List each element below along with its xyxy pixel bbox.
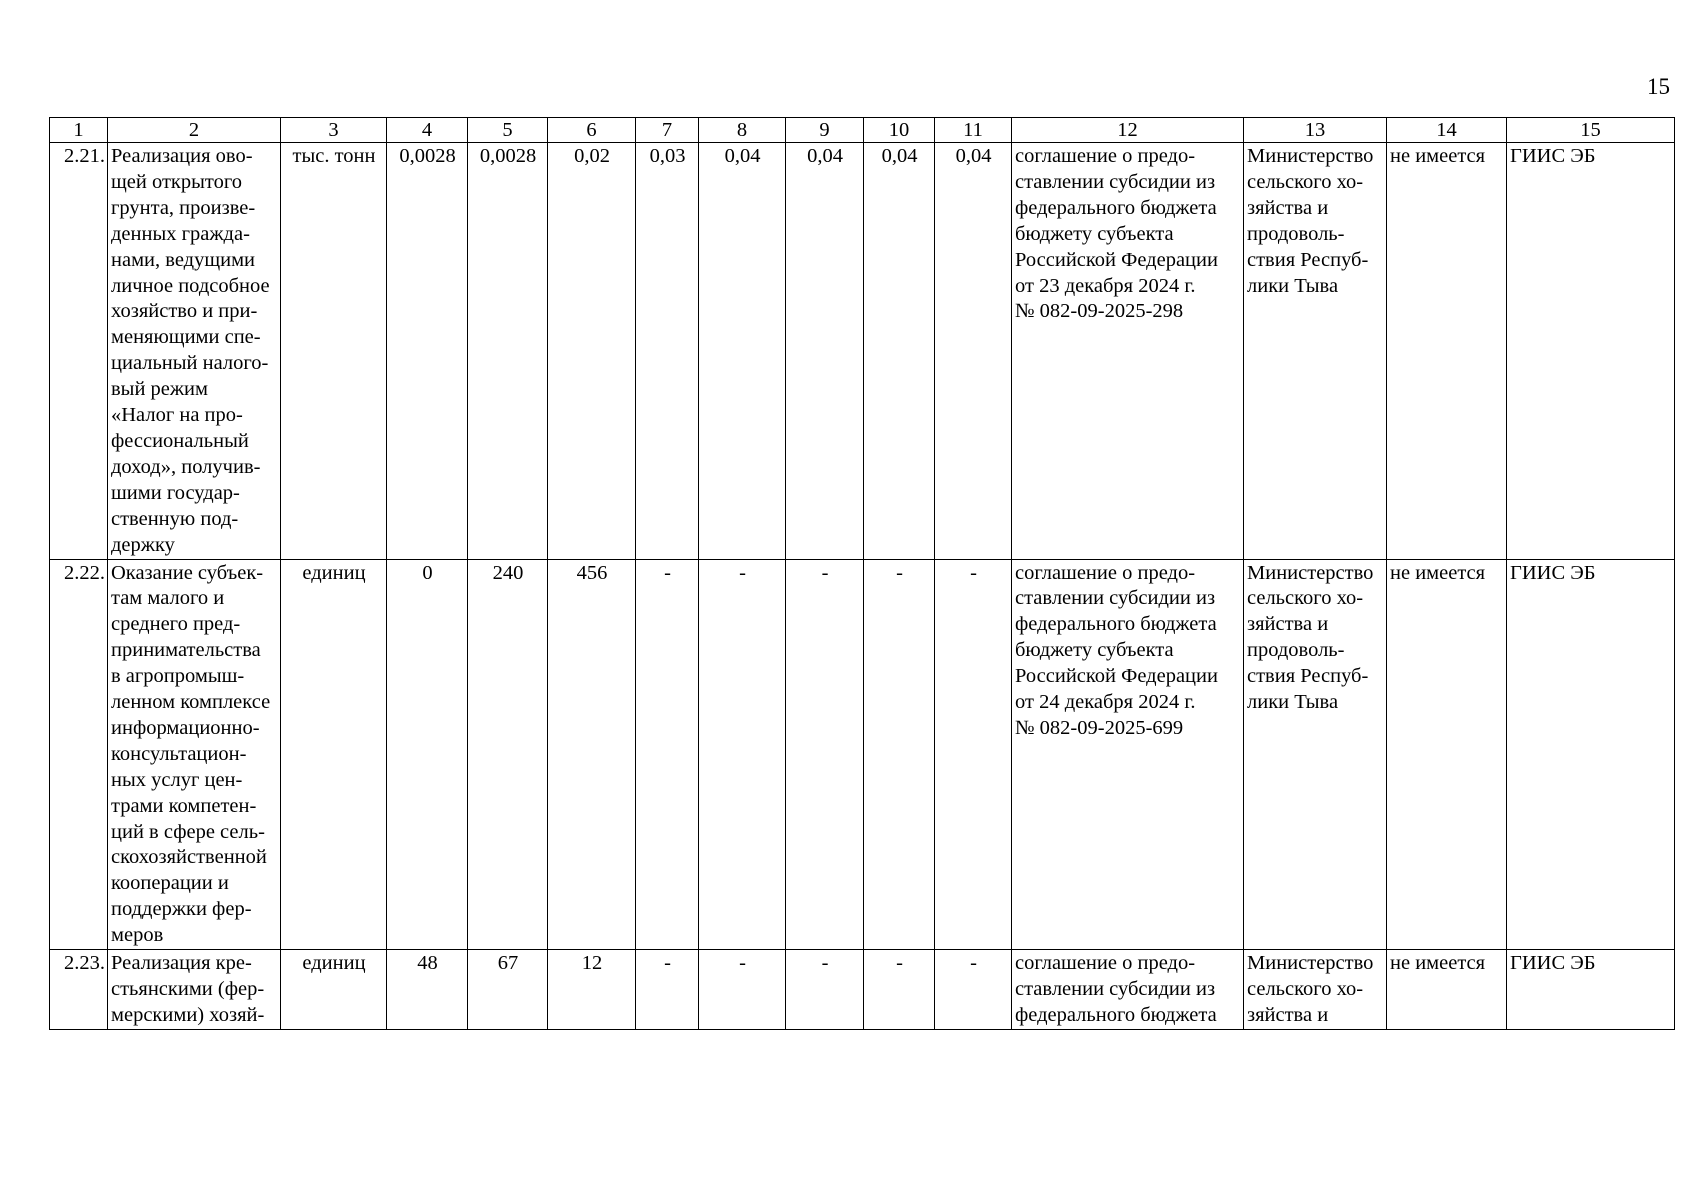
value-cell: 456: [548, 559, 636, 950]
unit-cell: тыс. тонн: [281, 143, 387, 560]
value-cell: -: [935, 559, 1012, 950]
table-header-row: [50, 118, 1675, 143]
column-header: 9: [786, 118, 864, 143]
column-header: 13: [1244, 118, 1387, 143]
value-cell: 0: [387, 559, 468, 950]
column-header: 2: [108, 118, 281, 143]
value-cell: -: [699, 950, 786, 1030]
column-header: 12: [1012, 118, 1244, 143]
value-cell: -: [786, 559, 864, 950]
value-cell: 67: [468, 950, 548, 1030]
responsible-body-cell: Министерство сельского хо- зяйства и продоволь- ствия Респуб- лики Тыва: [1244, 559, 1387, 950]
col14-cell: не имеется: [1387, 950, 1507, 1030]
column-header: 5: [468, 118, 548, 143]
column-header: 11: [935, 118, 1012, 143]
value-cell: -: [935, 950, 1012, 1030]
value-cell: 0,04: [864, 143, 935, 560]
column-header: 1: [50, 118, 108, 143]
column-header: 6: [548, 118, 636, 143]
table-row: [50, 143, 1675, 560]
value-cell: 0,02: [548, 143, 636, 560]
col15-cell: ГИИС ЭБ: [1507, 950, 1675, 1030]
unit-cell: единиц: [281, 559, 387, 950]
value-cell: 0,04: [935, 143, 1012, 560]
value-cell: -: [786, 950, 864, 1030]
source-document-cell: соглашение о предо- ставлении субсидии из федерального бюджета: [1012, 950, 1244, 1030]
col14-cell: не имеется: [1387, 559, 1507, 950]
row-number: 2.22.: [50, 559, 108, 950]
column-header: 14: [1387, 118, 1507, 143]
indicator-name: Реализация кре- стьянскими (фер- мерскими) хозяй-: [108, 950, 281, 1030]
value-cell: -: [864, 559, 935, 950]
indicator-name: Оказание субъек- там малого и среднего пред- принимательства в агропромыш- ленном комплексе информационно- консультацион- ных услуг цен- трами компетен- ций в сфере сель- скохозяйственной кооперации и поддержки фер- меров: [108, 559, 281, 950]
column-header: 3: [281, 118, 387, 143]
indicators-table: [49, 117, 1675, 1030]
value-cell: -: [699, 559, 786, 950]
row-number: 2.23.: [50, 950, 108, 1030]
value-cell: 12: [548, 950, 636, 1030]
value-cell: -: [636, 559, 699, 950]
indicator-name: Реализация ово- щей открытого грунта, произве- денных гражда- нами, ведущими личное подсобное хозяйство и при- меняющими спе- циальный налого- вый режим «Налог на про- фессиональный доход», получив- шими государ- ственную под- держку: [108, 143, 281, 560]
column-header: 15: [1507, 118, 1675, 143]
value-cell: -: [636, 950, 699, 1030]
col14-cell: не имеется: [1387, 143, 1507, 560]
source-document-cell: соглашение о предо- ставлении субсидии из федерального бюджета бюджету субъекта Российской Федерации от 24 декабря 2024 г. № 082-09-2025-699: [1012, 559, 1244, 950]
value-cell: -: [864, 950, 935, 1030]
unit-cell: единиц: [281, 950, 387, 1030]
value-cell: 0,0028: [468, 143, 548, 560]
responsible-body-cell: Министерство сельского хо- зяйства и продоволь- ствия Респуб- лики Тыва: [1244, 143, 1387, 560]
value-cell: 0,0028: [387, 143, 468, 560]
col15-cell: ГИИС ЭБ: [1507, 559, 1675, 950]
value-cell: 0,03: [636, 143, 699, 560]
column-header: 8: [699, 118, 786, 143]
row-number: 2.21.: [50, 143, 108, 560]
page-number: 15: [1647, 74, 1670, 99]
col15-cell: ГИИС ЭБ: [1507, 143, 1675, 560]
column-header: 10: [864, 118, 935, 143]
responsible-body-cell: Министерство сельского хо- зяйства и: [1244, 950, 1387, 1030]
column-header: 4: [387, 118, 468, 143]
value-cell: 0,04: [786, 143, 864, 560]
table-row: [50, 559, 1675, 950]
value-cell: 0,04: [699, 143, 786, 560]
source-document-cell: соглашение о предо- ставлении субсидии из федерального бюджета бюджету субъекта Российской Федерации от 23 декабря 2024 г. № 082-09-2025-298: [1012, 143, 1244, 560]
table-row: [50, 950, 1675, 1030]
value-cell: 48: [387, 950, 468, 1030]
column-header: 7: [636, 118, 699, 143]
value-cell: 240: [468, 559, 548, 950]
